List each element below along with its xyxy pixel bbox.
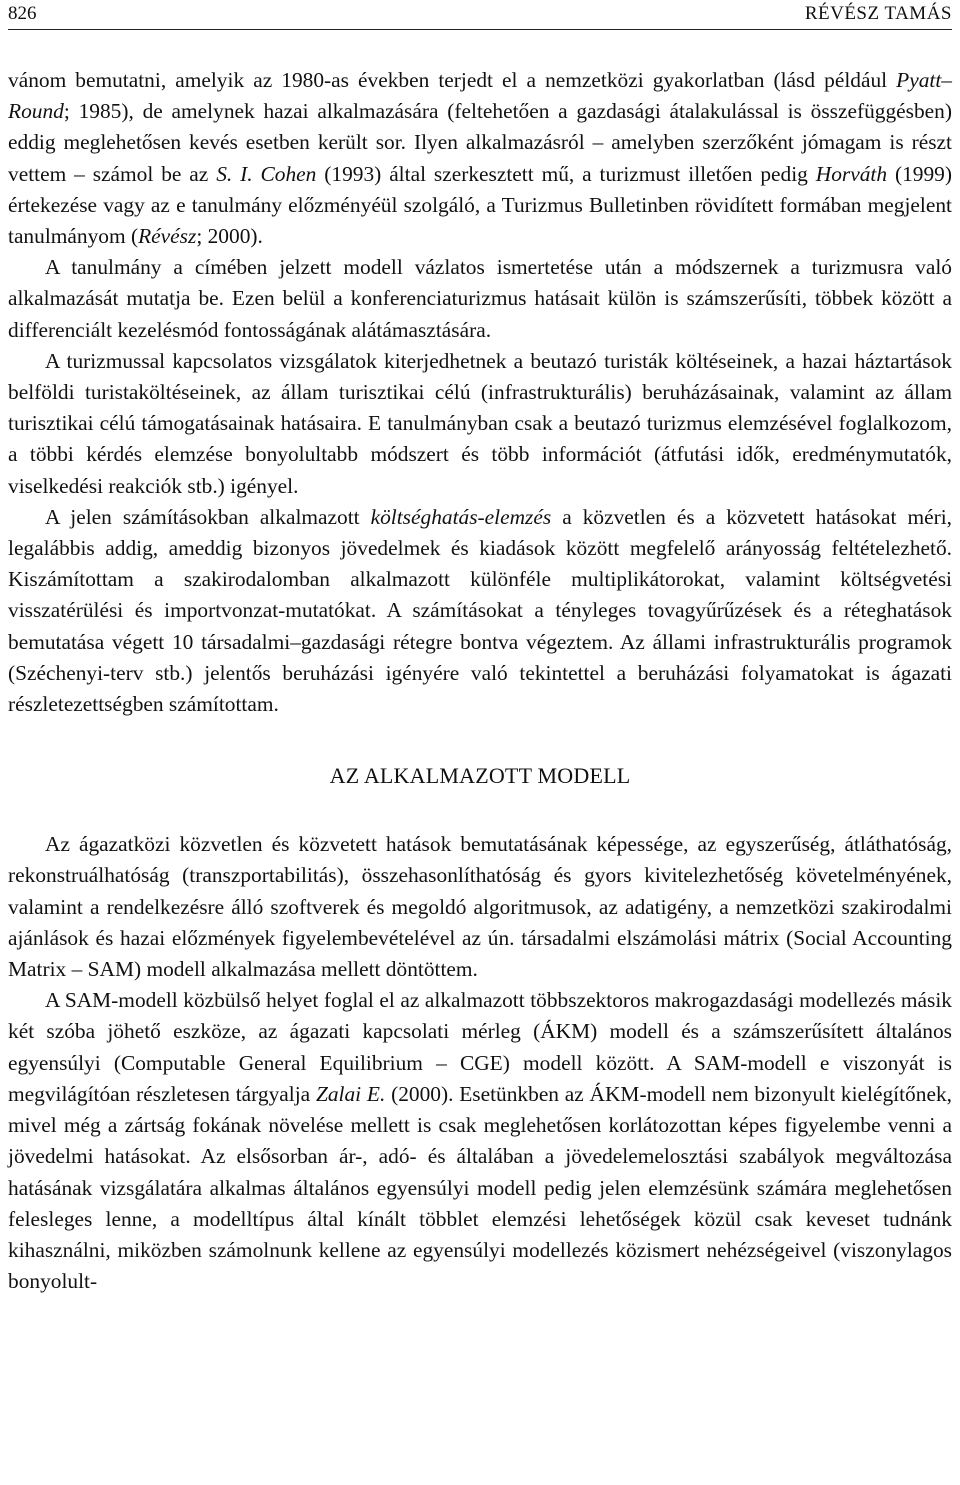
paragraph-1 (8, 65, 952, 252)
text-run: (1999) értekezése vagy az e tanulmány előzményéül szolgáló, a Turizmus Bulletinben rövidített formában megjelent tanulmányom ( (8, 161, 952, 249)
text-run: ; 2000). (196, 224, 263, 249)
paragraph-4 (8, 502, 952, 720)
citation-author: Pyatt–Round (8, 68, 952, 124)
text-run: (1993) által szerkesztett mű, a turizmust illetően pedig (316, 161, 816, 186)
text-run: A SAM-modell közbülső helyet foglal el az alkalmazott többszektoros makrogazdasági modellezés másik két szóba jöhető eszköze, az ágazati kapcsolati mérleg (ÁKM) modell és a számszerűsített általános egyensúlyi (Computable General Equilibrium – CGE) modell között. A SAM-modell e viszonyát is megvilágítóan részletesen tárgyalja (8, 988, 952, 1106)
paragraph-5: Az ágazatközi közvetlen és közvetett hatások bemutatásának képessége, az egyszerűség, átláthatóság, rekonstruálhatóság (transzportabilitás), összehasonlíthatóság és gyors kivitelezhetőség követelményének, valamint a rendelkezésre álló szoftverek és megoldó algoritmusok, az adatigény, a nemzetközi szakirodalmi ajánlások és hazai előzmények figyelembevételével az ún. társadalmi elszámolási mátrix (Social Accounting Matrix – SAM) modell alkalmazása mellett döntöttem. (8, 832, 952, 982)
italic-term: költséghatás-elemzés (370, 504, 552, 529)
citation-author: Révész (138, 224, 197, 249)
citation-author: Zalai E. (315, 1081, 386, 1106)
text-run: A jelen számításokban alkalmazott (45, 504, 371, 529)
text-run: (2000). Esetünkben az ÁKM-modell nem bizonyult kielégítőnek, mivel még a zártság fokának növelése mellett is csak meglehetősen korlátozottan képes figyelembe venni a jövedelmi hatásokat. Az elsősorban ár-, adó- és általában a jövedelemelosztási szabályok megváltozása hatásának vizsgálatára alkalmas általános egyensúlyi modell pedig jelen elemzésünk számára meglehetősen felesleges lenne, a modelltípus által kínált többlet elemzési lehetőségek közül csak keveset tudnánk kihasználni, miközben számolnunk kellene az egyensúlyi modellezés közismert nehézségeivel (viszonylagos bonyolult- (8, 1081, 952, 1294)
running-header (8, 2, 952, 28)
text-run: a közvetlen és a közvetett hatásokat méri, legalábbis addig, ameddig bizonyos jövedelmek és kiadások között megfelelő arányosság feltételezhető. Kiszámítottam a szakirodalomban alkalmazott különféle multiplikátorokat, valamint költségvetési visszatérülési és importvonzat-mutatókat. A számításokat a tényleges tovagyűrűzések és a réteghatások bemutatása végett 10 társadalmi–gazdasági rétegre bontva végeztem. Az állami infrastrukturális programok (Széchenyi-terv stb.) jelentős beruházási igényére való tekintettel a beruházási folyamatokat is ágazati részletezettségben számítottam. (8, 504, 952, 717)
text-run: ; 1985), de amelynek hazai alkalmazására (feltehetően a gazdasági átalakulással is összefüggésben) eddig meglehetősen kevés esetben került sor. Ilyen alkalmazásról – amelyben szerzőként jómagam is részt vettem – számol be az (8, 99, 952, 186)
citation-author: S. I. Cohen (216, 161, 317, 186)
body-text (8, 65, 952, 1297)
page-number: 826 (8, 3, 37, 24)
paragraph-2: A tanulmány a címében jelzett modell vázlatos ismertetése után a módszernek a turizmusra való alkalmazását mutatja be. Ezen belül a konferenciaturizmus hatásait külön is számszerűsíti, többek között a differenciált kezelésmód fontosságának alátámasztására. (8, 255, 952, 342)
running-head-author: RÉVÉSZ TAMÁS (804, 3, 952, 24)
section-heading: AZ ALKALMAZOTT MODELL (329, 763, 631, 789)
header-rule (8, 29, 952, 30)
text-run: vánom bemutatni, amelyik az 1980-as években terjedt el a nemzetközi gyakorlatban (lásd például (8, 68, 897, 92)
paragraph-6 (8, 985, 952, 1297)
citation-author: Horváth (815, 161, 888, 186)
paragraph-3: A turizmussal kapcsolatos vizsgálatok kiterjedhetnek a beutazó turisták költéseinek, a hazai háztartások belföldi turistaköltéseinek, az állam turisztikai célú (infrastrukturális) beruházásainak, valamint az állam turisztikai célú támogatásainak hatásaira. E tanulmányban csak a beutazó turizmus elemzésével foglalkozom, a többi kérdés elemzése bonyolultabb módszert és több információt (átfutási idők, eredménymutatók, viselkedési reakciók stb.) igényel. (8, 348, 952, 498)
